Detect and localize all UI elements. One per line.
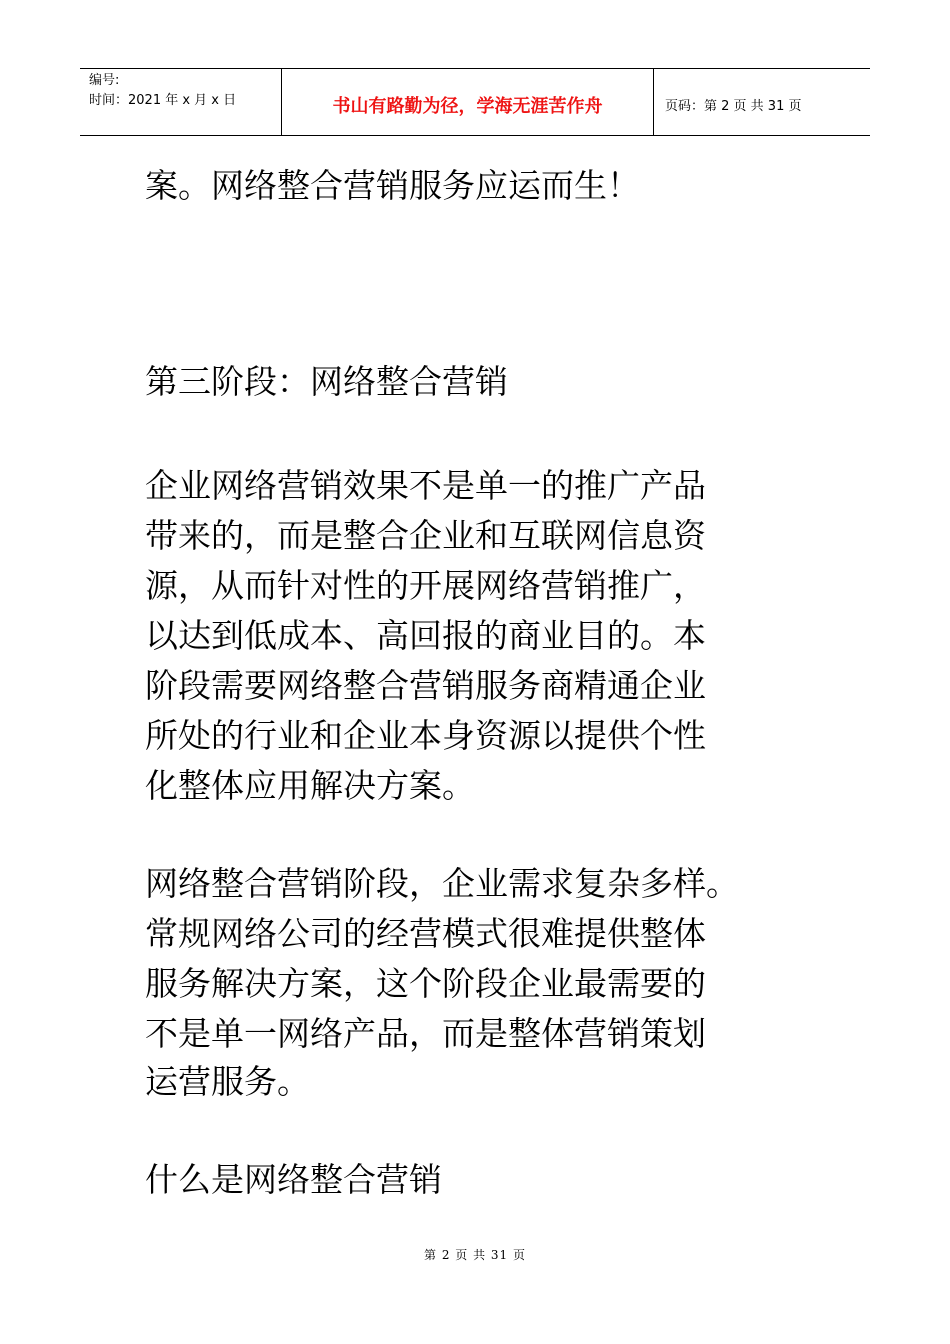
section-heading: 第三阶段：网络整合营销	[145, 362, 508, 401]
document-date: 时间：2021 年 x 月 x 日	[89, 93, 237, 108]
section-heading: 什么是网络整合营销	[145, 1160, 442, 1199]
paragraph-line: 所处的行业和企业本身资源以提供个性	[145, 716, 706, 755]
page-header	[80, 68, 870, 136]
paragraph-line: 阶段需要网络整合营销服务商精通企业	[145, 666, 706, 705]
paragraph-line: 源，从而针对性的开展网络营销推广，	[145, 566, 706, 605]
paragraph-line: 常规网络公司的经营模式很难提供整体	[145, 914, 706, 953]
paragraph-line: 企业网络营销效果不是单一的推广产品	[145, 466, 706, 505]
paragraph-line: 运营服务。	[145, 1062, 310, 1101]
paragraph-line: 化整体应用解决方案。	[145, 766, 475, 805]
header-page-info: 页码：第 2 页 共 31 页	[665, 98, 802, 114]
paragraph-line: 案。网络整合营销服务应运而生！	[145, 166, 640, 205]
page-footer: 第 2 页 共 31 页	[424, 1248, 526, 1262]
paragraph-line: 服务解决方案，这个阶段企业最需要的	[145, 964, 706, 1003]
paragraph-line: 带来的，而是整合企业和互联网信息资	[145, 516, 706, 555]
paragraph-line: 不是单一网络产品，而是整体营销策划	[145, 1014, 706, 1053]
paragraph-line: 网络整合营销阶段，企业需求复杂多样。	[145, 864, 739, 903]
header-motto: 书山有路勤为径，学海无涯苦作舟	[282, 69, 654, 135]
paragraph-line: 以达到低成本、高回报的商业目的。本	[145, 616, 706, 655]
header-meta	[80, 69, 282, 135]
document-number-label: 编号:	[89, 73, 120, 88]
